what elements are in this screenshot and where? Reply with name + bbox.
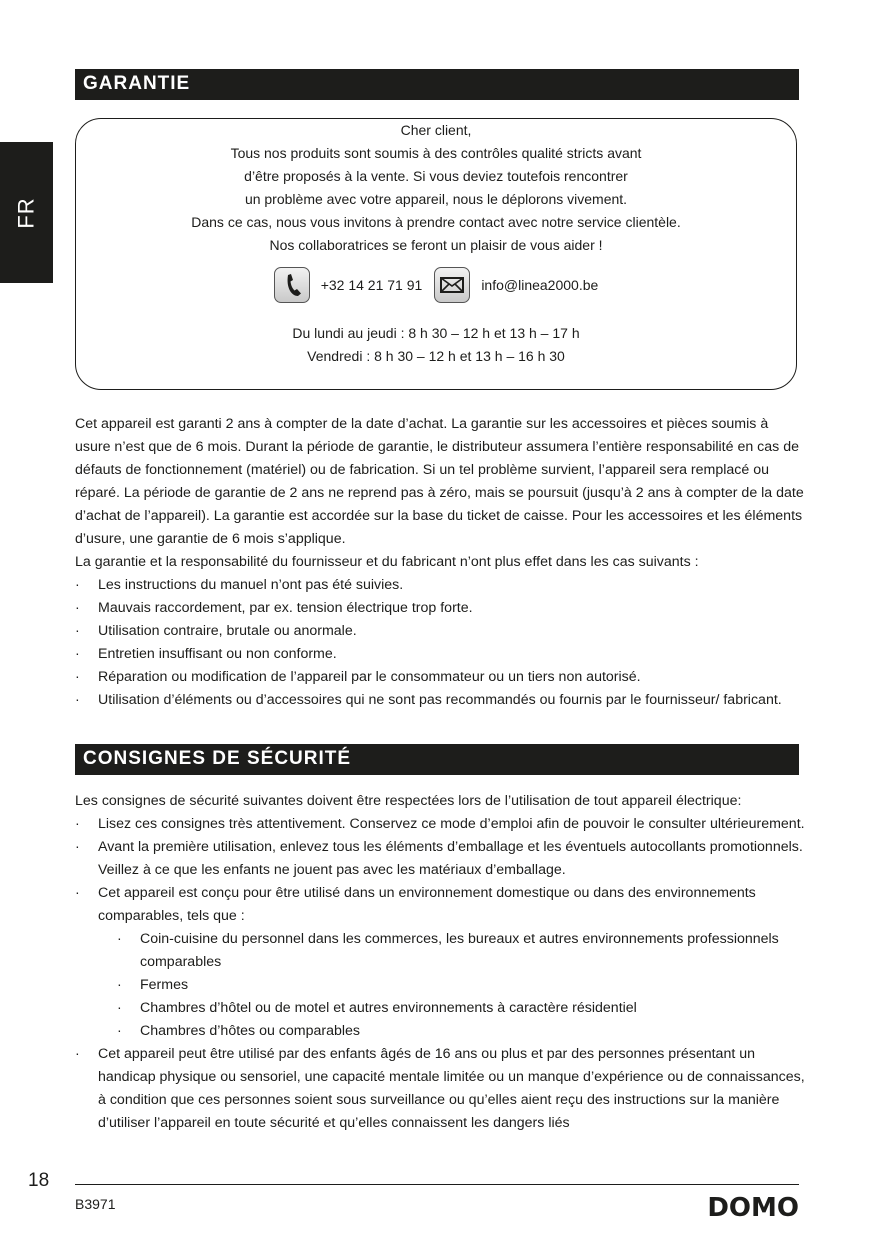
contact-row bbox=[76, 267, 796, 303]
email-link[interactable]: info@linea2000.be bbox=[481, 276, 599, 293]
list-item: · Lisez ces consignes très attentivement. Conservez ce mode d’emploi afin de pouvoir le consulter ultérieurement. bbox=[75, 813, 805, 836]
envelope-icon bbox=[434, 267, 470, 303]
exclusions-intro: La garantie et la responsabilité du fournisseur et du fabricant n’ont plus effet dans les cas suivants : bbox=[75, 554, 699, 570]
environments-list bbox=[75, 928, 805, 1043]
list-item: · Utilisation contraire, brutale ou anormale. bbox=[75, 620, 805, 643]
list-item: · Cet appareil peut être utilisé par des enfants âgés de 16 ans ou plus et par des personnes présentant un handicap physique ou sensoriel, une capacité mentale limitée ou un manque d’expérience ou de connaissances, à condition que ces personnes soient sous surveillance ou qu’elles aient reçu des instructions sur la manière d’utiliser l’appareil en toute sécurité et qu’elles connaissent les dangers liés bbox=[75, 1043, 805, 1135]
phone-number[interactable]: +32 14 21 71 91 bbox=[320, 276, 423, 293]
contact-line: Nos collaboratrices se feront un plaisir de vous aider ! bbox=[269, 237, 603, 253]
guarantee-paragraph: Cet appareil est garanti 2 ans à compter de la date d’achat. La garantie sur les accessoires et pièces soumis à usure n’est que de 6 mois. Durant la période de garantie, le distributeur assumera l’entière responsabilité en cas de défauts de fonctionnement (matériel) ou de fabrication. Si un tel problème survient, l’appareil sera remplacé ou réparé. La période de garantie de 2 ans ne reprend pas à zéro, mais se poursuit (jusqu’à 2 ans à compter de la date d’achat de l’appareil). La garantie est accordée sur la base du ticket de caisse. Pour les accessoires et les éléments d’usure, une garantie de 6 mois s’applique. bbox=[75, 416, 804, 547]
contact-line: d’être proposés à la vente. Si vous deviez toutefois rencontrer bbox=[244, 168, 628, 184]
phone-icon bbox=[274, 267, 310, 303]
exclusions-list bbox=[75, 574, 805, 712]
list-item: · Fermes bbox=[117, 974, 805, 997]
hours-line: Vendredi : 8 h 30 – 12 h et 13 h – 16 h 30 bbox=[307, 348, 565, 364]
list-item: · Chambres d’hôtel ou de motel et autres environnements à caractère résidentiel bbox=[117, 997, 805, 1020]
page-number: 18 bbox=[28, 1170, 50, 1191]
list-item: · Utilisation d’éléments ou d’accessoires qui ne sont pas recommandés ou fournis par le fournisseur/ fabricant. bbox=[75, 689, 805, 712]
list-item: · Entretien insuffisant ou non conforme. bbox=[75, 643, 805, 666]
safety-list-continued bbox=[75, 1043, 805, 1135]
contact-message bbox=[76, 119, 796, 257]
list-item: · Les instructions du manuel n’ont pas été suivies. bbox=[75, 574, 805, 597]
language-label: FR bbox=[13, 196, 39, 229]
safety-intro: Les consignes de sécurité suivantes doivent être respectées lors de l’utilisation de tout appareil électrique: bbox=[75, 793, 742, 809]
hours-line: Du lundi au jeudi : 8 h 30 – 12 h et 13 h – 17 h bbox=[292, 325, 580, 341]
list-item: · Avant la première utilisation, enlevez tous les éléments d’emballage et les éventuels autocollants promotionnels. Veillez à ce que les enfants ne jouent pas avec les matériaux d’emballage. bbox=[75, 836, 805, 882]
footer-divider bbox=[75, 1184, 799, 1185]
language-tab bbox=[0, 142, 53, 283]
guarantee-heading: GARANTIE bbox=[75, 69, 799, 100]
customer-service-box bbox=[75, 118, 797, 390]
safety-heading: CONSIGNES DE SÉCURITÉ bbox=[75, 744, 799, 775]
list-item: · Mauvais raccordement, par ex. tension électrique trop forte. bbox=[75, 597, 805, 620]
opening-hours bbox=[76, 322, 796, 368]
list-item: · Chambres d’hôtes ou comparables bbox=[117, 1020, 805, 1043]
list-item: · Coin-cuisine du personnel dans les commerces, les bureaux et autres environnements professionnels comparables bbox=[117, 928, 805, 974]
model-number: B3971 bbox=[75, 1196, 116, 1212]
contact-line: Cher client, bbox=[400, 122, 472, 138]
contact-line: Tous nos produits sont soumis à des contrôles qualité stricts avant bbox=[230, 145, 642, 161]
safety-text bbox=[75, 790, 805, 1135]
contact-line: Dans ce cas, nous vous invitons à prendre contact avec notre service clientèle. bbox=[191, 214, 681, 230]
list-item: · Réparation ou modification de l’appareil par le consommateur ou un tiers non autorisé. bbox=[75, 666, 805, 689]
safety-list bbox=[75, 813, 805, 928]
guarantee-text bbox=[75, 413, 805, 712]
brand-logo: DOMO bbox=[707, 1193, 799, 1223]
list-item: · Cet appareil est conçu pour être utilisé dans un environnement domestique ou dans des environnements comparables, tels que : bbox=[75, 882, 805, 928]
contact-line: un problème avec votre appareil, nous le déplorons vivement. bbox=[244, 191, 628, 207]
